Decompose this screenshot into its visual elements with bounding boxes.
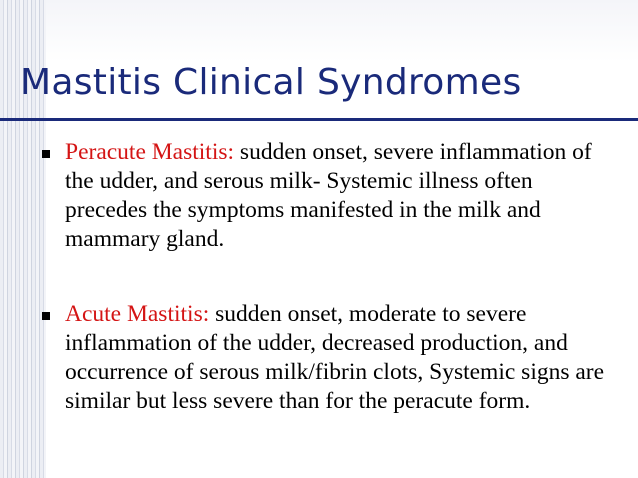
- bullet-text: [65, 300, 605, 416]
- bullet-term: Acute Mastitis:: [65, 301, 210, 327]
- bullet-text: [65, 138, 605, 254]
- bullet-term: Peracute Mastitis:: [65, 139, 235, 165]
- bullet-description: sudden onset, severe inflammation of the udder, and serous milk- Systemic illness often precedes the symptoms manifested in the milk and mammary gland.: [65, 139, 592, 252]
- header-band: [46, 0, 638, 62]
- slide-title: Mastitis Clinical Syndromes: [20, 62, 522, 103]
- square-bullet-icon: [42, 312, 50, 320]
- title-divider: [0, 118, 638, 121]
- square-bullet-icon: [42, 150, 50, 158]
- bullet-description: sudden onset, moderate to severe inflammation of the udder, decreased production, and occurrence of serous milk/fibrin clots, Systemic signs are similar but less severe than for the peracute form.: [65, 301, 605, 414]
